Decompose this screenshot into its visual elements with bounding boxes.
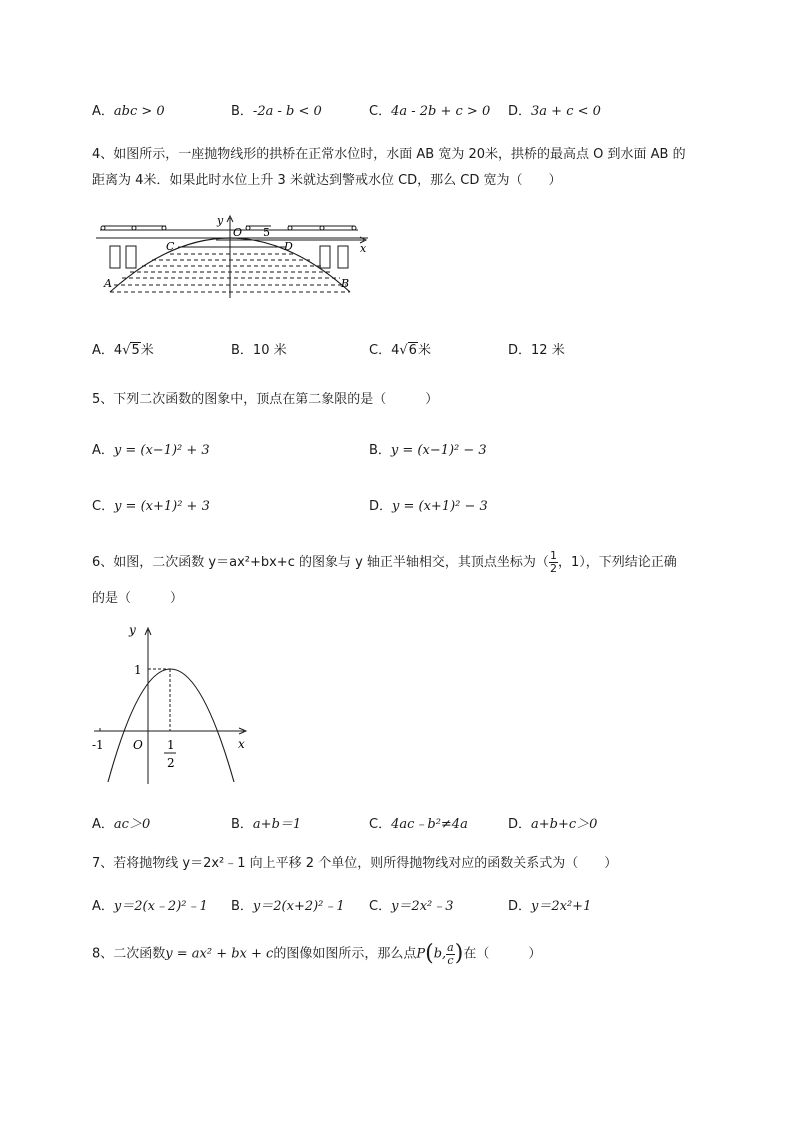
- q8-suffix: 在（ ）: [463, 946, 542, 962]
- axis-x-label: x: [238, 737, 245, 751]
- option-unit: 米: [140, 343, 154, 358]
- option-text: y = (x−1)² − 3: [390, 443, 487, 458]
- q4-stem-line1: 4、如图所示，一座抛物线形的拱桥在正常水位时，水面 AB 宽为 20米，拱桥的最高点 O 到水面 AB 的: [92, 147, 686, 162]
- sqrt-sign-icon: √: [399, 343, 408, 358]
- option-label: A．: [92, 899, 114, 914]
- option-label: B．: [231, 817, 253, 832]
- q8-prefix: 8、二次函数: [92, 946, 166, 962]
- axis-y-label: y: [129, 623, 136, 637]
- option-text: y = (x−1)² + 3: [113, 443, 210, 458]
- q8-function: y = ax² + bx + c: [165, 946, 274, 962]
- q6-stem-line2: 的是（ ）: [92, 591, 184, 606]
- point-p-label: P: [416, 946, 426, 962]
- option-text: ac＞0: [113, 817, 151, 832]
- option-text: 10 米: [252, 343, 287, 358]
- option-label: A．: [92, 443, 114, 458]
- option-text: 3a + c < 0: [531, 104, 601, 119]
- q6-option-c: [369, 813, 468, 832]
- option-label: D．: [369, 499, 393, 514]
- point-a-label: A: [104, 277, 112, 290]
- x-value-neg-one: -1: [92, 738, 104, 752]
- axis-x-label: x: [360, 242, 367, 255]
- option-label: B．: [231, 899, 253, 914]
- origin-label: O: [233, 226, 243, 239]
- half-numerator: 1: [167, 738, 175, 752]
- point-d-label: D: [284, 240, 293, 253]
- fraction-denominator: 2: [549, 562, 557, 575]
- q7-option-a: [92, 895, 208, 914]
- option-coef: 4: [391, 343, 400, 358]
- option-radicand: 5: [131, 343, 140, 358]
- point-b-coord: b,: [433, 946, 447, 962]
- q7-option-c: [369, 895, 454, 914]
- option-text: abc > 0: [113, 104, 165, 119]
- option-text: 4ac﹣b²≠4a: [391, 817, 468, 832]
- option-label: A．: [92, 104, 114, 119]
- q3-option-a: [92, 100, 165, 119]
- point-fraction: [446, 942, 455, 967]
- origin-label: O: [133, 738, 143, 752]
- q3-option-d: [508, 100, 601, 119]
- vertex-fraction: [549, 550, 558, 575]
- bridge-mark: 5: [263, 226, 270, 239]
- option-label: D．: [508, 104, 532, 119]
- option-label: A．: [92, 343, 114, 358]
- option-label: C．: [369, 817, 392, 832]
- option-text: y = (x+1)² − 3: [392, 499, 488, 514]
- option-text: -2a - b < 0: [252, 104, 322, 119]
- q5-stem: 5、下列二次函数的图象中，顶点在第二象限的是（ ）: [92, 392, 439, 407]
- q6-option-b: [231, 813, 301, 832]
- left-paren-icon: (: [425, 941, 434, 966]
- option-label: D．: [508, 899, 532, 914]
- q3-option-b: [231, 100, 322, 119]
- point-c-label: C: [166, 240, 175, 253]
- option-label: B．: [231, 104, 253, 119]
- q6-option-a: [92, 813, 150, 832]
- option-text: y = (x+1)² + 3: [114, 499, 210, 514]
- y-value-one: 1: [134, 663, 142, 677]
- parabola-figure: [88, 622, 258, 787]
- q7-stem: 7、若将抛物线 y＝2x²﹣1 向上平移 2 个单位，则所得抛物线对应的函数关系式为（ ）: [92, 856, 618, 871]
- option-text: y＝2(x+2)²﹣1: [252, 899, 345, 914]
- point-b-label: B: [341, 277, 350, 290]
- option-label: C．: [369, 104, 392, 119]
- q5-option-a: [92, 439, 210, 458]
- q4-option-b: [231, 339, 287, 358]
- option-label: B．: [369, 443, 391, 458]
- q5-option-c: [92, 495, 210, 514]
- option-label: B．: [231, 343, 253, 358]
- q6-stem-line1: [92, 550, 677, 575]
- q7-option-d: [508, 895, 591, 914]
- q6-stem-part2: ，1），下列结论正确: [557, 555, 677, 570]
- fraction-denominator: c: [447, 953, 454, 967]
- option-text: 12 米: [531, 343, 565, 358]
- option-label: C．: [369, 343, 392, 358]
- q4-option-d: [508, 339, 565, 358]
- q4-option-a: [92, 339, 154, 358]
- fraction-numerator: a: [447, 940, 454, 954]
- option-unit: 米: [417, 343, 431, 358]
- axis-y-label: y: [217, 214, 224, 227]
- q4-option-c: [369, 339, 431, 358]
- half-denominator: 2: [167, 756, 175, 770]
- q7-option-b: [231, 895, 345, 914]
- option-text: 4a - 2b + c > 0: [391, 104, 491, 119]
- q8-middle: 的图像如图所示，那么点: [273, 946, 417, 962]
- option-text: a+b+c＞0: [531, 817, 598, 832]
- fraction-numerator: 1: [549, 549, 557, 562]
- option-text: y＝2x²﹣3: [391, 899, 454, 914]
- option-text: y＝2(x﹣2)²﹣1: [113, 899, 208, 914]
- q4-stem-line2: 距离为 4米．如果此时水位上升 3 米就达到警戒水位 CD，那么 CD 宽为（ ）: [92, 173, 562, 188]
- option-text: a+b＝1: [252, 817, 302, 832]
- option-label: C．: [369, 899, 392, 914]
- right-paren-icon: ): [454, 941, 464, 966]
- q3-option-c: [369, 100, 490, 119]
- option-coef: 4: [113, 343, 123, 358]
- option-label: D．: [508, 343, 532, 358]
- option-label: A．: [92, 817, 114, 832]
- bridge-figure: [96, 212, 376, 300]
- q6-stem-part1: 6、如图，二次函数 y＝ax²+bx+c 的图象与 y 轴正半轴相交，其顶点坐标为（: [92, 555, 549, 570]
- option-label: C．: [92, 499, 115, 514]
- q6-option-d: [508, 813, 597, 832]
- option-label: D．: [508, 817, 532, 832]
- q8-stem: [92, 938, 541, 970]
- q5-option-d: [369, 495, 488, 514]
- option-radicand: 6: [408, 343, 417, 358]
- q5-option-b: [369, 439, 487, 458]
- option-text: y＝2x²+1: [531, 899, 592, 914]
- sqrt-sign-icon: √: [122, 343, 131, 358]
